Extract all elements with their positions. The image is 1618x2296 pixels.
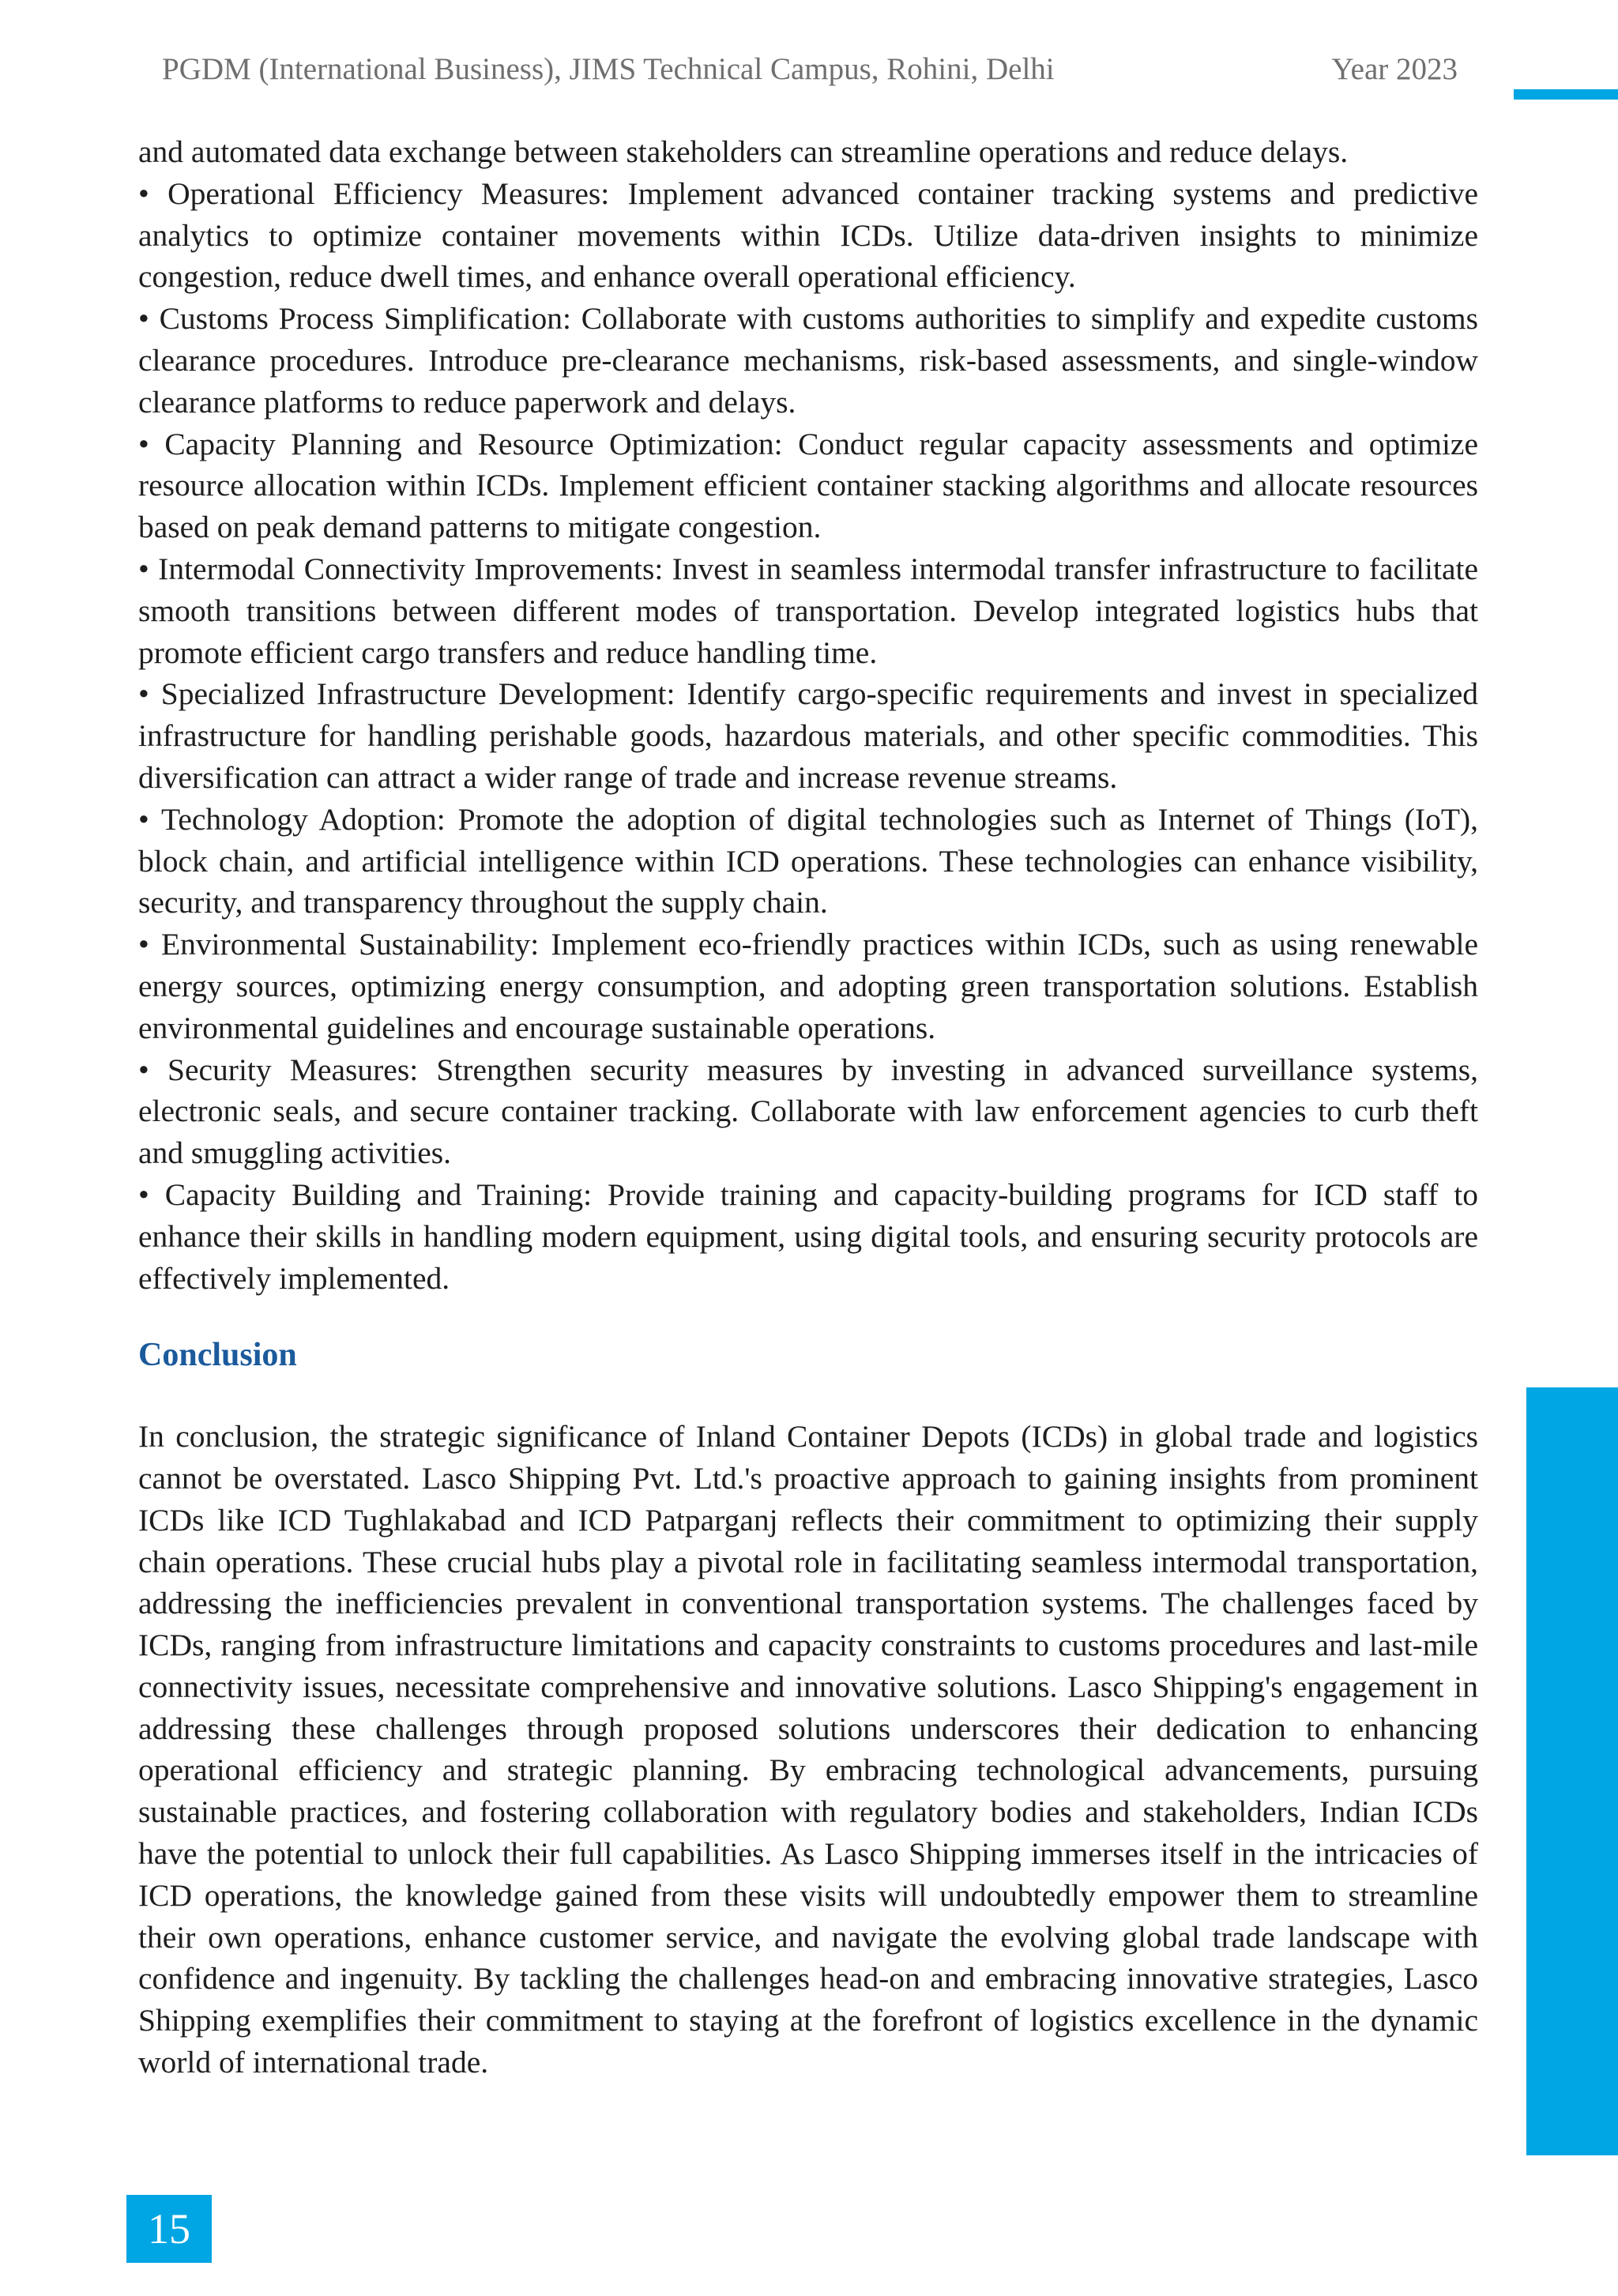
running-header [162,49,1458,90]
conclusion-heading: Conclusion [138,1337,297,1374]
bullet-technology-adoption: • Technology Adoption: Promote the adoption of digital technologies such as Internet of Things (IoT), block chain, and artificial intelligence within ICD operations. These technologies can enhance visibility, security, and transparency throughout the supply chain. [138,801,1478,920]
page-number-badge: 15 [126,2195,212,2263]
bullet-environmental-sustainability: • Environmental Sustainability: Implement eco-friendly practices within ICDs, such as using renewable energy sources, optimizing energy consumption, and adopting green transportation solutions. Establish environmental guidelines and encourage sustainable operations. [138,927,1478,1045]
side-accent-bar [1526,1387,1618,2155]
header-journal-title: PGDM (International Business), JIMS Technical Campus, Rohini, Delhi [162,52,1055,86]
header-year: Year 2023 [1331,52,1458,86]
bullet-intermodal-connectivity: • Intermodal Connectivity Improvements: Invest in seamless intermodal transfer infrastructure to facilitate smooth transitions between different modes of transportation. Develop integrated logistics hubs that promote efficient cargo transfers and reduce handling time. [138,551,1478,670]
conclusion-paragraph: In conclusion, the strategic significance of Inland Container Depots (ICDs) in global trade and logistics cannot be overstated. Lasco Shipping Pvt. Ltd.'s proactive approach to gaining insights from prominent ICDs like ICD Tughlakabad and ICD Patparganj reflects their commitment to optimizing their supply chain operations. These crucial hubs play a pivotal role in facilitating seamless intermodal transportation, addressing the inefficiencies prevalent in conventional transportation systems. The challenges faced by ICDs, ranging from infrastructure limitations and capacity constraints to customs procedures and last-mile connectivity issues, necessitate comprehensive and innovative solutions. Lasco Shipping's engagement in addressing these challenges through proposed solutions underscores their dedication to enhancing operational efficiency and strategic planning. By embracing technological advancements, pursuing sustainable practices, and fostering collaboration with regulatory bodies and stakeholders, Indian ICDs have the potential to unlock their full capabilities. As Lasco Shipping immerses itself in the intricacies of ICD operations, the knowledge gained from these visits will undoubtedly empower them to streamline their own operations, enhance customer service, and navigate the evolving global trade landscape with confidence and ingenuity. By tackling the challenges head-on and embracing innovative strategies, Lasco Shipping exemplifies their commitment to staying at the forefront of logistics excellence in the dynamic world of international trade. [138,1419,1478,2080]
bullet-security-measures: • Security Measures: Strengthen security measures by investing in advanced surveillance systems, electronic seals, and secure container tracking. Collaborate with law enforcement agencies to curb theft and smuggling activities. [138,1052,1478,1171]
intro-continuation: and automated data exchange between stakeholders can streamline operations and reduce delays. [138,134,1349,169]
page-body [138,131,1478,2083]
bullet-capacity-building: • Capacity Building and Training: Provide training and capacity-building programs for ICD staff to enhance their skills in handling modern equipment, using digital tools, and ensuring security protocols are effectively implemented. [138,1176,1478,1296]
bullet-capacity-planning: • Capacity Planning and Resource Optimization: Conduct regular capacity assessments and optimize resource allocation within ICDs. Implement efficient container stacking algorithms and allocate resources based on peak demand patterns to mitigate congestion. [138,426,1478,545]
recommendation-list [138,173,1478,1300]
bullet-specialized-infrastructure: • Specialized Infrastructure Development: Identify cargo-specific requirements and invest in specialized infrastructure for handling perishable goods, hazardous materials, and other specific commodities. This diversification can attract a wider range of trade and increase revenue streams. [138,676,1478,795]
bullet-customs-simplification: • Customs Process Simplification: Collaborate with customs authorities to simplify and expedite customs clearance procedures. Introduce pre-clearance mechanisms, risk-based assessments, and single-window clearance platforms to reduce paperwork and delays. [138,301,1478,420]
top-accent-bar [1514,89,1618,100]
bullet-operational-efficiency: • Operational Efficiency Measures: Implement advanced container tracking systems and predictive analytics to optimize container movements within ICDs. Utilize data-driven insights to minimize congestion, reduce dwell times, and enhance overall operational efficiency. [138,175,1478,295]
